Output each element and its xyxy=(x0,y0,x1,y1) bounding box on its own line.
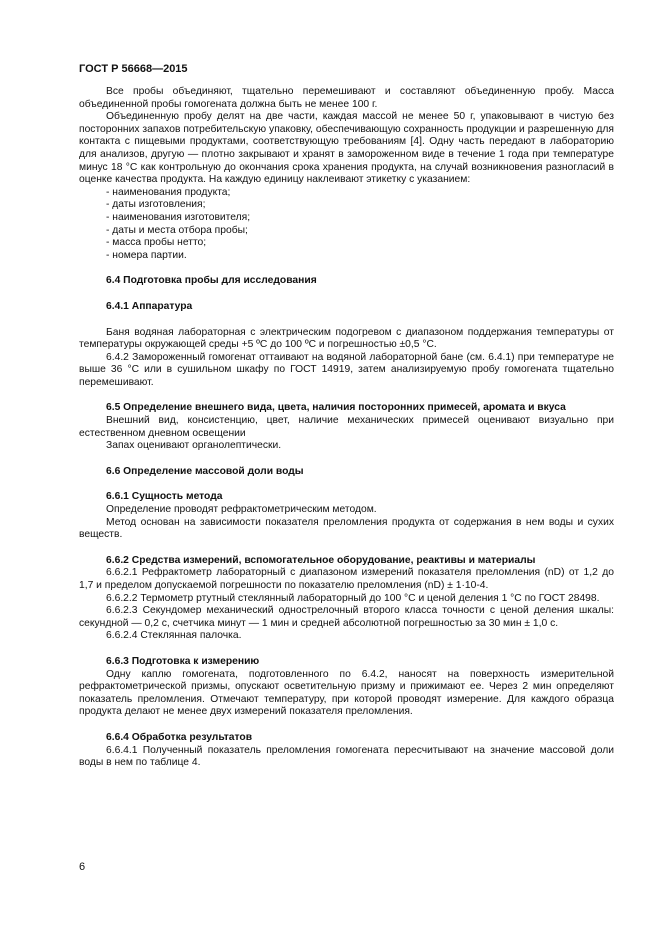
list-item: - даты изготовления; xyxy=(106,199,206,211)
paragraph-pooling: Все пробы объединяют, тщательно перемешивают и составляют объединенную пробу. Масса объединенной пробы гомогената должна быть не менее 100 г. xyxy=(79,86,614,110)
paragraph-6-6-2-3: 6.6.2.3 Секундомер механический однострелочный второго класса точности с ценой деления шкалы: секундной — 0,2 с, счетчика минут — 1 мин и средней абсолютной погрешностью за 30 мин ± 1,0 с. xyxy=(79,605,614,629)
paragraph-6-4-2: 6.4.2 Замороженный гомогенат оттаивают на водяной лабораторной бане (см. 6.4.1) при температуре не выше 36 °С или в сушильном шкафу по ГОСТ 14919, затем анализируемую пробу гомогената тщательно перемешивают. xyxy=(79,351,614,388)
list-item: - наименования продукта; xyxy=(106,186,231,198)
heading-6-6-2: 6.6.2 Средства измерений, вспомогательное оборудование, реактивы и материалы xyxy=(106,554,536,566)
paragraph-6-6-2-2: 6.6.2.2 Термометр ртутный стеклянный лабораторный до 100 °С и ценой деления 1 °С по ГОСТ 28498. xyxy=(106,592,600,604)
paragraph-6-5-appearance: Внешний вид, консистенцию, цвет, наличие механических примесей оценивают визуально при естественном дневном освещении xyxy=(79,415,614,439)
paragraph-6-6-4-1: 6.6.4.1 Полученный показатель преломления гомогената пересчитывают на значение массовой доли воды в нем по таблице 4. xyxy=(79,744,614,769)
heading-6-4-1: 6.4.1 Аппаратура xyxy=(106,300,193,312)
list-item: - масса пробы нетто; xyxy=(106,237,207,249)
paragraph-6-6-3: Одну каплю гомогената, подготовленного по 6.4.2, наносят на поверхность измерительной рефрактометрической призмы, опускают осветительную призму и прижимают ее. Через 2 мин определяют показатель преломления. Отмечают температуру, при которой проводят измерение. Для каждого образца продукта делают не менее двух измерений показателя преломления. xyxy=(79,668,614,718)
paragraph-6-6-2-1: 6.6.2.1 Рефрактометр лабораторный с диапазоном измерений показателя преломления (nD) от 1,2 до 1,7 и пределом допускаемой погрешности по показателю преломления (nD) ± 1·10-4. xyxy=(79,567,614,591)
document-header: ГОСТ Р 56668—2015 xyxy=(79,63,188,75)
paragraph-6-4-1: Баня водяная лабораторная с электрическим подогревом с диапазоном поддержания температуры от температуры окружающей среды +5 ºС до 100 ºС и погрешностью ±0,5 °С. xyxy=(79,326,614,351)
heading-6-5: 6.5 Определение внешнего вида, цвета, наличия посторонних примесей, аромата и вкуса xyxy=(106,402,566,414)
label-list xyxy=(79,187,614,263)
heading-6-4: 6.4 Подготовка пробы для исследования xyxy=(106,275,317,287)
paragraph-6-6-1-basis: Метод основан на зависимости показателя преломления продукта от содержания в нем воды и сухих веществ. xyxy=(79,516,614,541)
document-body xyxy=(79,86,614,770)
heading-6-6-3: 6.6.3 Подготовка к измерению xyxy=(106,655,260,667)
heading-6-6-1: 6.6.1 Сущность метода xyxy=(106,491,223,503)
page-number: 6 xyxy=(79,861,86,873)
paragraph-splitting: Объединенную пробу делят на две части, каждая массой не менее 50 г, упаковывают в чистую без посторонних запахов потребительскую упаковку, обеспечивающую сохранность продукции и разрешенную для контакта с пищевыми продуктами, соответствующую требованиям [4]. Одну часть передают в лабораторию для анализов, другую — плотно закрывают и хранят в замороженном виде в течение 1 года при температуре минус 18 °С как контрольную до окончания срока хранения продукта, на случай возникновения разногласий в оценке качества продукта. На каждую единицу наклеивают этикетку с указанием: xyxy=(79,111,614,186)
heading-6-6-4: 6.6.4 Обработка результатов xyxy=(106,731,253,743)
paragraph-6-6-2-4: 6.6.2.4 Стеклянная палочка. xyxy=(106,630,242,642)
paragraph-6-5-smell: Запах оценивают органолептически. xyxy=(106,440,282,452)
paragraph-6-6-1-method: Определение проводят рефрактометрическим методом. xyxy=(106,504,377,516)
heading-6-6: 6.6 Определение массовой доли воды xyxy=(106,465,304,477)
list-item: - номера партии. xyxy=(106,249,187,261)
list-item: - даты и места отбора пробы; xyxy=(106,224,248,236)
list-item: - наименования изготовителя; xyxy=(106,211,251,223)
